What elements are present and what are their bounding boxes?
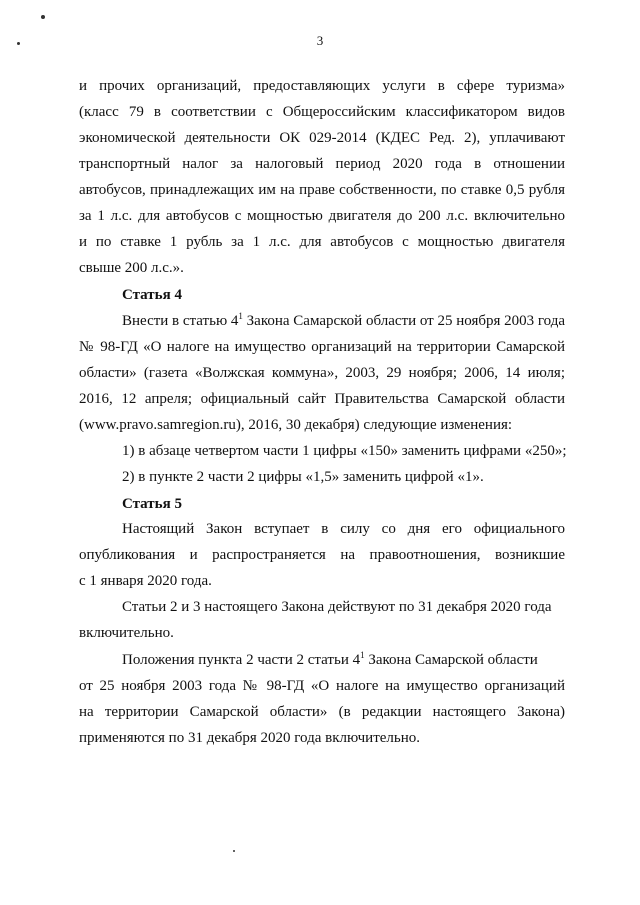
text-line: (класс 79 в соответствии с Общероссийским классификатором видов <box>79 104 565 120</box>
text-line: 1) в абзаце четвертом части 1 цифры «150» заменить цифрами «250»; <box>122 443 567 459</box>
text-line: автобусов, принадлежащих им на праве собственности, по ставке 0,5 рубля <box>79 182 565 198</box>
page-number: 3 <box>316 33 324 48</box>
scan-speck <box>233 850 235 852</box>
text-line: Настоящий Закон вступает в силу со дня его официального <box>122 521 565 537</box>
text-line: 2) в пункте 2 части 2 цифры «1,5» заменить цифрой «1». <box>122 469 484 485</box>
text-line: и по ставке 1 рубль за 1 л.с. для автобусов с мощностью двигателя <box>79 234 565 250</box>
text-line: за 1 л.с. для автобусов с мощностью двигателя до 200 л.с. включительно <box>79 208 565 224</box>
text-line: области» (газета «Волжская коммуна», 2003, 29 ноября; 2006, 14 июля; <box>79 365 565 381</box>
article-5-heading: Статья 5 <box>122 496 182 512</box>
text-line: на территории Самарской области» (в редакции настоящего Закона) <box>79 704 565 720</box>
text-line: Статьи 2 и 3 настоящего Закона действуют по 31 декабря 2020 года <box>122 599 552 615</box>
text-line: от 25 ноября 2003 года № 98-ГД «О налоге на имущество организаций <box>79 678 565 694</box>
text-line: включительно. <box>79 625 174 641</box>
text-line: и прочих организаций, предоставляющих услуги в сфере туризма» <box>79 78 565 94</box>
text-line: Внести в статью $4^1$ Закона Самарской области от 25 ноября 2003 года <box>122 311 566 329</box>
text-line: с 1 января 2020 года. <box>79 573 212 589</box>
text-line: применяются по 31 декабря 2020 года включительно. <box>79 730 421 746</box>
text-line: (www.pravo.samregion.ru), 2016, 30 декабря) следующие изменения: <box>79 417 513 433</box>
scan-speck <box>41 15 45 19</box>
superscript: 1 <box>360 650 365 660</box>
text-line: опубликования и распространяется на правоотношения, возникшие <box>79 547 565 563</box>
text-line: экономической деятельности ОК 029-2014 (КДЕС Ред. 2), уплачивают <box>79 130 565 146</box>
text-line: Положения пункта 2 части 2 статьи $4^1$ Закона Самарской области <box>122 650 538 668</box>
text-line: 2016, 12 апреля; официальный сайт Правительства Самарской области <box>79 391 565 407</box>
text-line: транспортный налог за налоговый период 2020 года в отношении <box>79 156 565 172</box>
article-4-heading: Статья 4 <box>122 287 182 303</box>
superscript: 1 <box>238 311 243 321</box>
text-line: свыше 200 л.с.». <box>79 260 184 276</box>
text-line: № 98-ГД «О налоге на имущество организаций на территории Самарской <box>79 339 565 355</box>
